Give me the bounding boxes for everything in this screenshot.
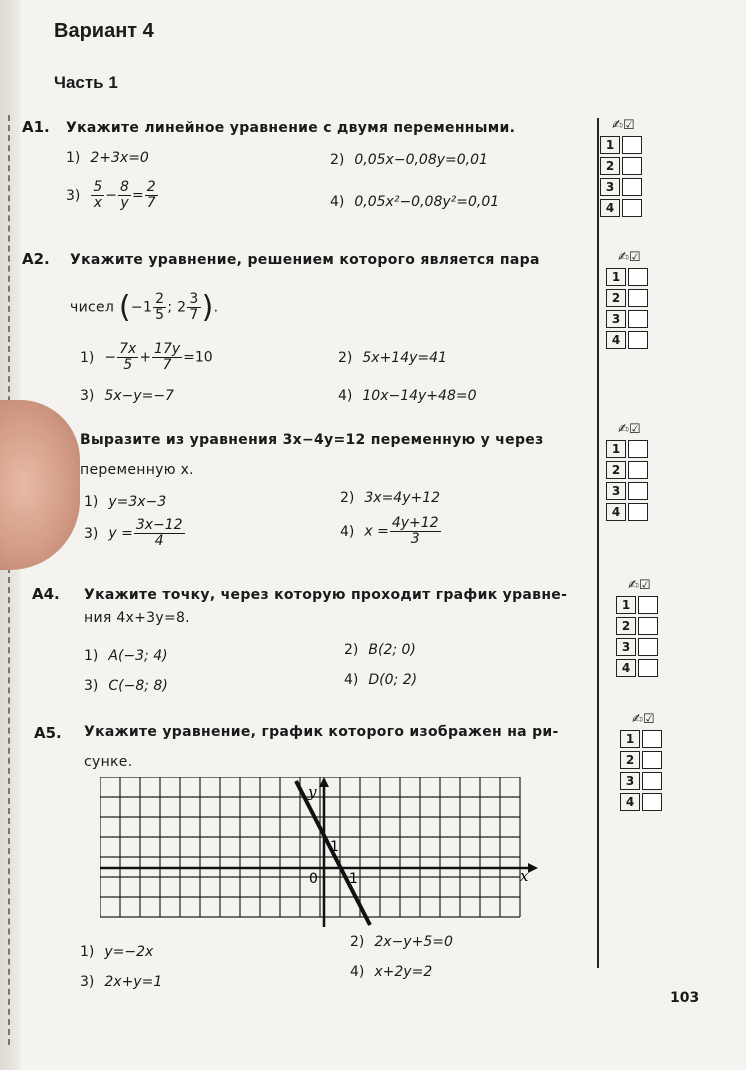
question-text: Укажите уравнение, решением которого является пара bbox=[70, 252, 540, 268]
part-title: Часть 1 bbox=[54, 73, 118, 92]
answer-checkbox[interactable] bbox=[638, 617, 658, 635]
fraction: $\frac{3}{7}$ bbox=[189, 291, 199, 323]
option-3[interactable]: 3) 5x−y=−7 bbox=[80, 388, 174, 404]
x-unit-label: 1 bbox=[349, 871, 358, 887]
answer-checkbox[interactable] bbox=[622, 157, 642, 175]
x-axis-arrow bbox=[528, 863, 538, 873]
answer-checkbox[interactable] bbox=[628, 461, 648, 479]
answer-checkbox[interactable] bbox=[638, 659, 658, 677]
question-text: сунке. bbox=[84, 754, 133, 770]
answer-checkbox[interactable] bbox=[622, 199, 642, 217]
question-text: ния 4x+3y=8. bbox=[84, 610, 190, 626]
x-axis-label: x bbox=[520, 867, 529, 885]
fraction: $\frac{3x-12}{4}$ bbox=[135, 517, 183, 549]
option-2[interactable]: 2) 2x−y+5=0 bbox=[350, 934, 453, 950]
variant-title: Вариант 4 bbox=[54, 20, 154, 42]
question-text: Укажите точку, через которую проходит график уравне- bbox=[84, 587, 568, 603]
option-2[interactable]: 2) 0,05x−0,08y=0,01 bbox=[330, 152, 488, 168]
question-text: чисел (−1 $\frac{2}{5}$ ; 2 $\frac{3}{7}$ ). bbox=[70, 290, 219, 325]
answer-boxes: ✍☑ 1 2 3 4 bbox=[620, 712, 676, 814]
fraction: $\frac{8}{y}$ bbox=[120, 179, 129, 211]
question-text: Укажите линейное уравнение с двумя переменными. bbox=[66, 120, 516, 136]
answer-checkbox[interactable] bbox=[642, 730, 662, 748]
answer-boxes: ✍☑ 1 2 3 4 bbox=[606, 250, 662, 352]
pencil-check-icon: ✍☑ bbox=[612, 118, 635, 133]
cut-line bbox=[8, 115, 10, 1045]
option-4[interactable]: 4) x = $\frac{4y+12}{3}$ bbox=[340, 515, 439, 547]
y-axis-label: y bbox=[308, 783, 317, 801]
y-unit-label: 1 bbox=[330, 839, 339, 855]
option-3[interactable]: 3) $\frac{5}{x}$ − $\frac{8}{y}$ = $\frac{2}{7}$ bbox=[66, 179, 156, 211]
answer-checkbox[interactable] bbox=[638, 638, 658, 656]
question-number: A5. bbox=[34, 724, 62, 742]
question-text: переменную x. bbox=[80, 462, 194, 478]
origin-label: 0 bbox=[309, 871, 318, 887]
question-number: A4. bbox=[32, 585, 60, 603]
pencil-check-icon: ✍☑ bbox=[618, 422, 641, 437]
fraction: $\frac{2}{5}$ bbox=[155, 291, 165, 323]
answer-checkbox[interactable] bbox=[642, 751, 662, 769]
question-number: A1. bbox=[22, 118, 50, 136]
option-1[interactable]: 1) A(−3; 4) bbox=[84, 648, 168, 664]
answer-checkbox[interactable] bbox=[628, 310, 648, 328]
question-text: Укажите уравнение, график которого изображен на ри- bbox=[84, 724, 559, 740]
answer-checkbox[interactable] bbox=[628, 289, 648, 307]
fraction: $\frac{7x}{5}$ bbox=[119, 341, 137, 373]
option-1[interactable]: 1) 2+3x=0 bbox=[66, 150, 149, 166]
option-4[interactable]: 4) 0,05x²−0,08y²=0,01 bbox=[330, 194, 500, 210]
pencil-check-icon: ✍☑ bbox=[632, 712, 655, 727]
option-4[interactable]: 4) 10x−14y+48=0 bbox=[338, 388, 477, 404]
option-2[interactable]: 2) 3x=4y+12 bbox=[340, 490, 441, 506]
option-3[interactable]: 3) C(−8; 8) bbox=[84, 678, 168, 694]
answer-column-divider bbox=[597, 118, 599, 968]
answer-checkbox[interactable] bbox=[642, 772, 662, 790]
fraction: $\frac{5}{x}$ bbox=[93, 179, 103, 211]
option-1[interactable]: 1) y=3x−3 bbox=[84, 494, 167, 510]
option-4[interactable]: 4) x+2y=2 bbox=[350, 964, 433, 980]
option-3[interactable]: 3) 2x+y=1 bbox=[80, 974, 163, 990]
pencil-check-icon: ✍☑ bbox=[628, 578, 651, 593]
option-1[interactable]: 1) y=−2x bbox=[80, 944, 154, 960]
option-1[interactable]: 1) − $\frac{7x}{5}$ + $\frac{17y}{7}$ =10 bbox=[80, 341, 213, 373]
option-2[interactable]: 2) B(2; 0) bbox=[344, 642, 416, 658]
fraction: $\frac{2}{7}$ bbox=[146, 179, 156, 211]
fraction: $\frac{17y}{7}$ bbox=[154, 341, 181, 373]
answer-boxes: ✍☑ 1 2 3 4 bbox=[606, 422, 662, 524]
answer-checkbox[interactable] bbox=[628, 503, 648, 521]
page-number: 103 bbox=[670, 990, 700, 1006]
answer-boxes: ✍☑ 1 2 3 4 bbox=[616, 578, 672, 680]
option-2[interactable]: 2) 5x+14y=41 bbox=[338, 350, 447, 366]
answer-checkbox[interactable] bbox=[622, 136, 642, 154]
answer-boxes: ✍☑ 1 2 3 4 bbox=[600, 118, 656, 220]
pencil-check-icon: ✍☑ bbox=[618, 250, 641, 265]
answer-checkbox[interactable] bbox=[622, 178, 642, 196]
question-text: Выразите из уравнения 3x−4y=12 переменную y через bbox=[80, 432, 544, 448]
answer-checkbox[interactable] bbox=[628, 440, 648, 458]
answer-checkbox[interactable] bbox=[628, 482, 648, 500]
option-4[interactable]: 4) D(0; 2) bbox=[344, 672, 418, 688]
option-3[interactable]: 3) y = $\frac{3x-12}{4}$ bbox=[84, 517, 183, 549]
coordinate-grid bbox=[100, 777, 540, 931]
fraction: $\frac{4y+12}{3}$ bbox=[391, 515, 439, 547]
question-number: A2. bbox=[22, 250, 50, 268]
answer-checkbox[interactable] bbox=[642, 793, 662, 811]
answer-checkbox[interactable] bbox=[628, 331, 648, 349]
finger bbox=[0, 400, 80, 570]
answer-checkbox[interactable] bbox=[628, 268, 648, 286]
answer-checkbox[interactable] bbox=[638, 596, 658, 614]
